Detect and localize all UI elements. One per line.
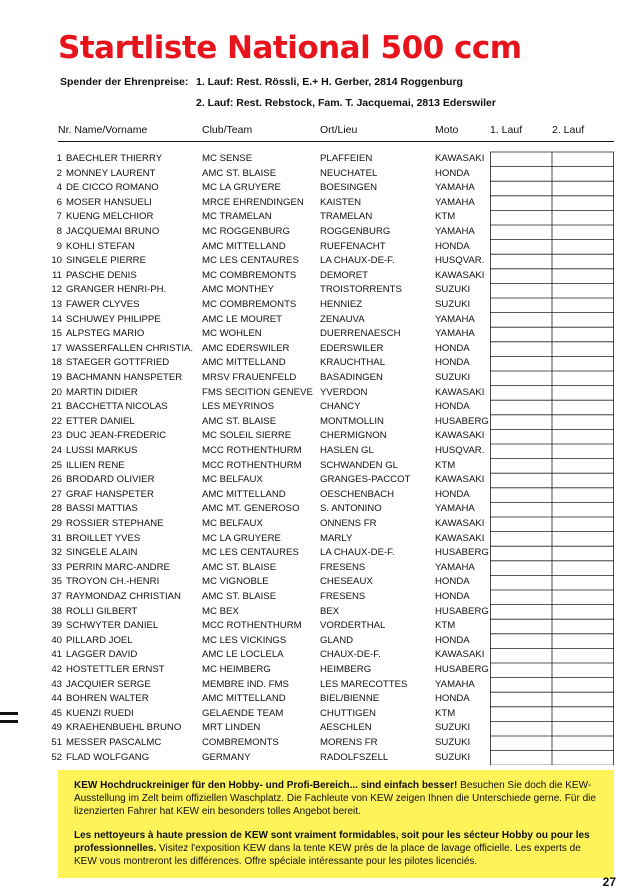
table-row: [0, 751, 480, 766]
rider-ort: LES MARECOTTES: [320, 678, 408, 690]
rider-ort: S. ANTONINO: [320, 503, 382, 515]
rider-nr: 22: [51, 415, 62, 427]
rider-club: GELAENDE TEAM: [202, 707, 284, 719]
rider-name: KUENG MELCHIOR: [66, 211, 154, 223]
rider-ort: VORDERTHAL: [320, 620, 386, 632]
ad-german-text: Besuchen Sie doch die KEW-Ausstellung im Zelt beim offiziellen Waschplatz. Die Fachleute von KEW zeigen Ihnen die Unterschiede gerne. Für die lizenzierten Fahrer hat KEW ein besonders tolles Angebot bereit.: [74, 780, 596, 817]
table-row: [0, 356, 480, 371]
rider-ort: HEIMBERG: [320, 664, 372, 675]
rider-moto: KAWASAKI: [435, 386, 485, 398]
rider-name: KOHLI STEFAN: [66, 240, 135, 252]
rider-moto: KAWASAKI: [435, 518, 485, 529]
rider-name: SINGELE ALAIN: [66, 547, 138, 559]
rider-moto: KAWASAKI: [435, 532, 485, 544]
rider-ort: YVERDON: [320, 386, 368, 398]
table-row: [0, 473, 485, 488]
page-title: Startliste National 500 ccm: [58, 30, 522, 66]
rider-club: AMC MITTELLAND: [202, 693, 286, 705]
col-header-moto: Moto: [435, 124, 459, 136]
table-row: [0, 459, 480, 474]
table-row: [0, 546, 489, 561]
rider-club: GERMANY: [202, 751, 251, 763]
rider-moto: SUZUKI: [435, 299, 471, 310]
rider-ort: RADOLFSZELL: [320, 751, 389, 763]
rider-nr: 39: [51, 620, 62, 632]
rider-name: BASSI MATTIAS: [66, 503, 138, 515]
rider-name: PILLARD JOEL: [66, 634, 133, 646]
rider-moto: HUSABERG: [435, 415, 489, 427]
rider-moto: KAWASAKI: [435, 474, 485, 486]
rider-club: AMC MITTELLAND: [202, 488, 286, 500]
rider-ort: BEX: [320, 605, 340, 617]
rider-moto: KTM: [435, 707, 456, 719]
rider-name: LUSSI MARKUS: [66, 445, 138, 456]
rider-ort: TRAMELAN: [320, 211, 373, 223]
rider-moto: HONDA: [435, 576, 470, 588]
rider-name: BAECHLER THIERRY: [66, 153, 163, 164]
table-row: [0, 692, 480, 707]
rider-club: MC SENSE: [202, 153, 253, 164]
table-row: [0, 678, 480, 693]
rider-ort: PLAFFEIEN: [320, 153, 373, 164]
rider-nr: 13: [51, 299, 62, 310]
rider-name: GRAF HANSPETER: [66, 488, 154, 500]
rider-ort: LA CHAUX-DE-F.: [320, 255, 395, 267]
rider-name: LAGGER DAVID: [66, 649, 138, 661]
rider-name: PASCHE DENIS: [66, 269, 137, 281]
rider-ort: CHUTTIGEN: [320, 707, 376, 719]
table-row: [0, 575, 480, 590]
rider-nr: 35: [51, 576, 62, 588]
rider-name: MARTIN DIDIER: [66, 386, 138, 398]
rider-ort: KRAUCHTHAL: [320, 357, 386, 369]
rider-name: FLAD WOLFGANG: [66, 751, 150, 763]
rider-ort: CHANCY: [320, 401, 361, 413]
rider-ort: GRANGES-PACCOT: [320, 474, 411, 486]
table-row: [0, 517, 485, 532]
table-row: [0, 605, 489, 620]
rider-name: ALPSTEG MARIO: [66, 328, 145, 340]
rider-club: MEMBRE IND. FMS: [202, 678, 289, 690]
rider-nr: 20: [51, 386, 62, 398]
col-header-lauf2: 2. Lauf: [552, 124, 585, 136]
rider-moto: HONDA: [435, 591, 470, 602]
rider-nr: 31: [51, 532, 62, 544]
rider-moto: HONDA: [435, 488, 470, 500]
sponsor-line-2: [60, 97, 496, 109]
rider-nr: 28: [51, 503, 62, 515]
table-row: [0, 444, 485, 459]
table-row: [0, 648, 485, 663]
rider-club: FMS SECITION GENEVE: [202, 386, 313, 398]
rider-club: MCC ROTHENTHURM: [202, 445, 302, 456]
rider-name: JACQUIER SERGE: [66, 678, 151, 690]
sponsor-label: Spender der Ehrenpreise:: [60, 76, 189, 88]
rider-club: MC LES VICKINGS: [202, 634, 287, 646]
page-number: 27: [602, 875, 616, 889]
rider-ort: TROISTORRENTS: [320, 284, 402, 296]
rider-club: MC ROGGENBURG: [202, 226, 290, 237]
rider-moto: HUSABERG: [435, 605, 489, 617]
rider-ort: HASLEN GL: [320, 445, 374, 456]
table-row: [0, 634, 480, 649]
rider-ort: ONNENS FR: [320, 518, 377, 529]
rider-moto: HONDA: [435, 167, 470, 179]
rider-nr: 26: [51, 474, 62, 486]
rider-moto: KAWASAKI: [435, 649, 485, 661]
table-row: [0, 327, 480, 342]
rider-nr: 24: [51, 445, 62, 456]
rider-name: BRODARD OLIVIER: [66, 474, 155, 486]
rider-moto: SUZUKI: [435, 284, 471, 296]
rider-moto: YAMAHA: [435, 313, 475, 325]
rider-nr: 51: [51, 737, 62, 748]
rider-name: FAWER CLYVES: [66, 299, 140, 310]
results-grid: [490, 145, 614, 765]
rider-ort: MORENS FR: [320, 737, 378, 748]
rider-ort: CHAUX-DE-F.: [320, 649, 381, 661]
rider-ort: BIEL/BIENNE: [320, 693, 380, 705]
rider-moto: YAMAHA: [435, 328, 475, 340]
rider-club: MC COMBREMONTS: [202, 269, 297, 281]
rider-club: AMC ST. BLAISE: [202, 167, 277, 179]
table-row: [0, 196, 480, 211]
table-row: [0, 721, 480, 736]
rider-ort: OESCHENBACH: [320, 488, 395, 500]
table-row: [0, 561, 480, 576]
rider-moto: YAMAHA: [435, 182, 475, 194]
rider-moto: KAWASAKI: [435, 153, 485, 164]
rider-ort: BOESINGEN: [320, 182, 378, 194]
rider-name: ILLIEN RENE: [66, 459, 125, 471]
rider-ort: MONTMOLLIN: [320, 415, 384, 427]
rider-ort: DUERRENAESCH: [320, 328, 401, 340]
table-row: [0, 532, 485, 547]
rider-nr: 49: [51, 722, 62, 734]
rider-moto: KTM: [435, 459, 456, 471]
rider-club: MC HEIMBERG: [202, 664, 271, 675]
rider-club: MC LES CENTAURES: [202, 547, 299, 559]
rider-moto: KTM: [435, 211, 456, 223]
rider-name: TROYON CH.-HENRI: [66, 576, 160, 588]
sponsor-line-1: [60, 76, 463, 88]
ad-german: [74, 779, 604, 818]
rider-nr: 38: [51, 605, 62, 617]
table-row: [0, 167, 480, 182]
rider-nr: 40: [51, 634, 62, 646]
col-header-lauf1: 1. Lauf: [490, 124, 523, 136]
edge-mark: [0, 712, 18, 715]
rider-club: MRCE EHRENDINGEN: [202, 196, 304, 208]
rider-moto: SUZUKI: [435, 751, 471, 763]
rider-nr: 44: [51, 693, 62, 705]
rider-name: RAYMONDAZ CHRISTIAN: [66, 591, 181, 602]
rider-nr: 27: [51, 488, 62, 500]
rider-ort: CHESEAUX: [320, 576, 373, 588]
rider-ort: SCHWANDEN GL: [320, 459, 399, 471]
table-row: [0, 298, 480, 313]
rider-club: MC COMBREMONTS: [202, 299, 297, 310]
rider-club: AMC LE MOURET: [202, 313, 282, 325]
rider-moto: HUSABERG: [435, 664, 489, 675]
rider-moto: YAMAHA: [435, 196, 475, 208]
rider-ort: ZENAUVA: [320, 313, 365, 325]
table-row: [0, 736, 480, 751]
rider-nr: 33: [51, 561, 62, 573]
rider-ort: HENNIEZ: [320, 299, 363, 310]
rider-ort: AESCHLEN: [320, 722, 372, 734]
table-row: [0, 386, 485, 401]
rider-nr: 15: [51, 328, 62, 340]
rider-ort: RUEFENACHT: [320, 240, 386, 252]
rider-name: BOHREN WALTER: [66, 693, 149, 705]
rider-name: STAEGER GOTTFRIED: [66, 357, 170, 369]
table-row: [0, 152, 485, 167]
rider-nr: 29: [51, 518, 62, 529]
rider-moto: YAMAHA: [435, 226, 475, 237]
rider-club: AMC MITTELLAND: [202, 240, 286, 252]
rider-name: SCHUWEY PHILIPPE: [66, 313, 161, 325]
rider-club: MC BELFAUX: [202, 474, 263, 486]
rider-club: LES MEYRINOS: [202, 401, 274, 413]
rider-moto: SUZUKI: [435, 737, 471, 748]
rider-nr: 12: [51, 284, 62, 296]
table-row: [0, 342, 480, 357]
rider-name: MONNEY LAURENT: [66, 167, 156, 179]
rider-nr: 10: [51, 255, 62, 267]
table-row: [0, 619, 480, 634]
table-row: [0, 240, 480, 255]
rider-ort: KAISTEN: [320, 196, 362, 208]
rider-moto: HUSABERG: [435, 547, 489, 559]
rider-nr: 7: [56, 211, 62, 223]
rider-name: ETTER DANIEL: [66, 415, 135, 427]
rider-name: SINGELE PIERRE: [66, 255, 146, 267]
rider-club: MRSV FRAUENFELD: [202, 372, 297, 383]
rider-club: AMC MITTELLAND: [202, 357, 286, 369]
table-row: [0, 488, 480, 503]
rider-name: KUENZI RUEDI: [66, 707, 134, 719]
rider-nr: 43: [51, 678, 62, 690]
rider-nr: 4: [56, 182, 62, 194]
rider-club: AMC MT. GENEROSO: [202, 503, 300, 515]
rider-club: MC LA GRUYERE: [202, 532, 281, 544]
rider-nr: 9: [56, 240, 62, 252]
rider-ort: EDERSWILER: [320, 342, 384, 354]
rider-moto: KAWASAKI: [435, 269, 485, 281]
rider-name: DUC JEAN-FREDERIC: [66, 430, 167, 442]
rider-ort: LA CHAUX-DE-F.: [320, 547, 395, 559]
rider-nr: 32: [51, 547, 62, 559]
rider-ort: BASADINGEN: [320, 372, 383, 383]
rider-club: MC BEX: [202, 605, 239, 617]
rider-club: MCC ROTHENTHURM: [202, 620, 302, 632]
rider-moto: HONDA: [435, 693, 470, 705]
rider-name: DE CICCO ROMANO: [66, 182, 159, 194]
rider-name: PERRIN MARC-ANDRE: [66, 561, 170, 573]
table-row: [0, 415, 489, 430]
rider-moto: KAWASAKI: [435, 430, 485, 442]
edge-mark: [0, 720, 18, 723]
rider-moto: SUZUKI: [435, 722, 471, 734]
table-row: [0, 590, 480, 605]
rider-nr: 45: [51, 707, 62, 719]
rider-name: KRAEHENBUEHL BRUNO: [66, 722, 182, 734]
rider-club: MCC ROTHENTHURM: [202, 459, 302, 471]
rider-moto: HONDA: [435, 240, 470, 252]
col-header-club: Club/Team: [202, 124, 253, 136]
rider-club: MC TRAMELAN: [202, 211, 272, 223]
header-rule: [58, 141, 614, 142]
table-row: [0, 225, 480, 240]
table-row: [0, 429, 485, 444]
ad-french-text: Visitez l'exposition KEW dans la tente KEW près de la place de lavage officielle. Les experts de KEW vous montreront les différences. Offre spéciale intéressante pour les pilotes licenciés.: [74, 843, 581, 867]
col-header-ort: Ort/Lieu: [320, 124, 358, 136]
ad-german-bold: KEW Hochdruckreiniger für den Hobby- und Profi-Bereich... sind einfach besser!: [74, 780, 458, 791]
rider-ort: ROGGENBURG: [320, 226, 391, 237]
rider-club: MC WOHLEN: [202, 328, 262, 340]
rider-moto: KTM: [435, 620, 456, 632]
ad-french-bold: Les nettoyeurs à haute pression de KEW sont vraiment formidables, soit pour les sécteur Hobby ou pour les professionnelles.: [74, 830, 590, 854]
rider-moto: HONDA: [435, 401, 470, 413]
rider-moto: HONDA: [435, 357, 470, 369]
table-row: [0, 313, 480, 328]
rider-nr: 23: [51, 430, 62, 442]
rider-club: MC VIGNOBLE: [202, 576, 269, 588]
rider-moto: YAMAHA: [435, 503, 475, 515]
rider-club: AMC EDERSWILER: [202, 342, 290, 354]
rider-name: BROILLET YVES: [66, 532, 141, 544]
rider-name: BACHMANN HANSPETER: [66, 372, 183, 383]
rider-moto: YAMAHA: [435, 561, 475, 573]
rider-club: MC SOLEIL SIERRE: [202, 430, 292, 442]
rider-name: BACCHETTA NICOLAS: [66, 401, 168, 413]
rider-nr: 11: [52, 269, 62, 281]
rider-nr: 19: [51, 372, 62, 383]
rider-nr: 25: [51, 459, 62, 471]
rider-name: WASSERFALLEN CHRISTIA.: [66, 342, 194, 354]
rider-club: AMC ST. BLAISE: [202, 415, 277, 427]
rider-ort: FRESENS: [320, 591, 366, 602]
table-row: [0, 400, 480, 415]
table-row: [0, 707, 480, 722]
rider-club: MC LA GRUYERE: [202, 182, 281, 194]
rider-ort: FRESENS: [320, 561, 366, 573]
table-row: [0, 254, 485, 269]
rider-club: AMC MONTHEY: [202, 284, 274, 296]
rider-name: ROSSIER STEPHANE: [66, 518, 164, 529]
sponsor-lauf1: 1. Lauf: Rest. Rössli, E.+ H. Gerber, 2814 Roggenburg: [196, 76, 463, 88]
kew-ad-box: [58, 770, 614, 878]
rider-nr: 52: [51, 751, 62, 763]
col-header-nr-name: Nr. Name/Vorname: [58, 124, 148, 136]
table-row: [0, 181, 480, 196]
rider-name: MESSER PASCALMC: [66, 737, 162, 748]
rider-nr: 8: [56, 226, 62, 237]
rider-nr: 14: [51, 313, 62, 325]
rider-name: SCHWYTER DANIEL: [66, 620, 159, 632]
rider-ort: GLAND: [320, 634, 354, 646]
ad-french: [74, 829, 604, 868]
rider-nr: 2: [56, 167, 62, 179]
rider-club: MRT LINDEN: [202, 722, 261, 734]
rider-moto: HUSQVAR.: [435, 255, 485, 267]
rider-moto: HONDA: [435, 634, 470, 646]
rider-club: AMC LE LOCLELA: [202, 649, 284, 661]
rider-club: MC BELFAUX: [202, 518, 263, 529]
rider-moto: SUZUKI: [435, 372, 471, 383]
table-row: [0, 269, 485, 284]
rider-nr: 6: [56, 196, 62, 208]
sponsor-lauf2: 2. Lauf: Rest. Rebstock, Fam. T. Jacquemai, 2813 Ederswiler: [196, 97, 496, 109]
rider-name: MOSER HANSUELI: [66, 196, 152, 208]
rider-nr: 37: [51, 591, 62, 602]
rider-club: COMBREMONTS: [202, 737, 279, 748]
table-row: [0, 502, 480, 517]
rider-ort: CHERMIGNON: [320, 430, 387, 442]
rider-moto: YAMAHA: [435, 678, 475, 690]
table-row: [0, 210, 480, 225]
rider-ort: MARLY: [320, 532, 353, 544]
rider-nr: 17: [51, 342, 62, 354]
rider-name: ROLLI GILBERT: [66, 605, 138, 617]
rider-nr: 1: [56, 153, 62, 164]
rider-ort: NEUCHATEL: [320, 167, 378, 179]
rider-nr: 41: [51, 649, 62, 661]
rider-nr: 18: [51, 357, 62, 369]
rider-moto: HONDA: [435, 342, 470, 354]
rider-moto: HUSQVAR.: [435, 445, 485, 456]
table-row: [0, 371, 480, 386]
rider-ort: DEMORET: [320, 269, 368, 281]
rider-club: AMC ST. BLAISE: [202, 591, 277, 602]
rider-name: GRANGER HENRI-PH.: [66, 284, 167, 296]
rider-nr: 21: [51, 401, 62, 413]
rider-name: HOSTETTLER ERNST: [66, 664, 165, 675]
rider-club: MC LES CENTAURES: [202, 255, 299, 267]
rider-nr: 42: [51, 664, 62, 675]
rider-club: AMC ST. BLAISE: [202, 561, 277, 573]
table-row: [0, 283, 480, 298]
rider-name: JACQUEMAI BRUNO: [66, 226, 160, 237]
table-row: [0, 663, 489, 678]
